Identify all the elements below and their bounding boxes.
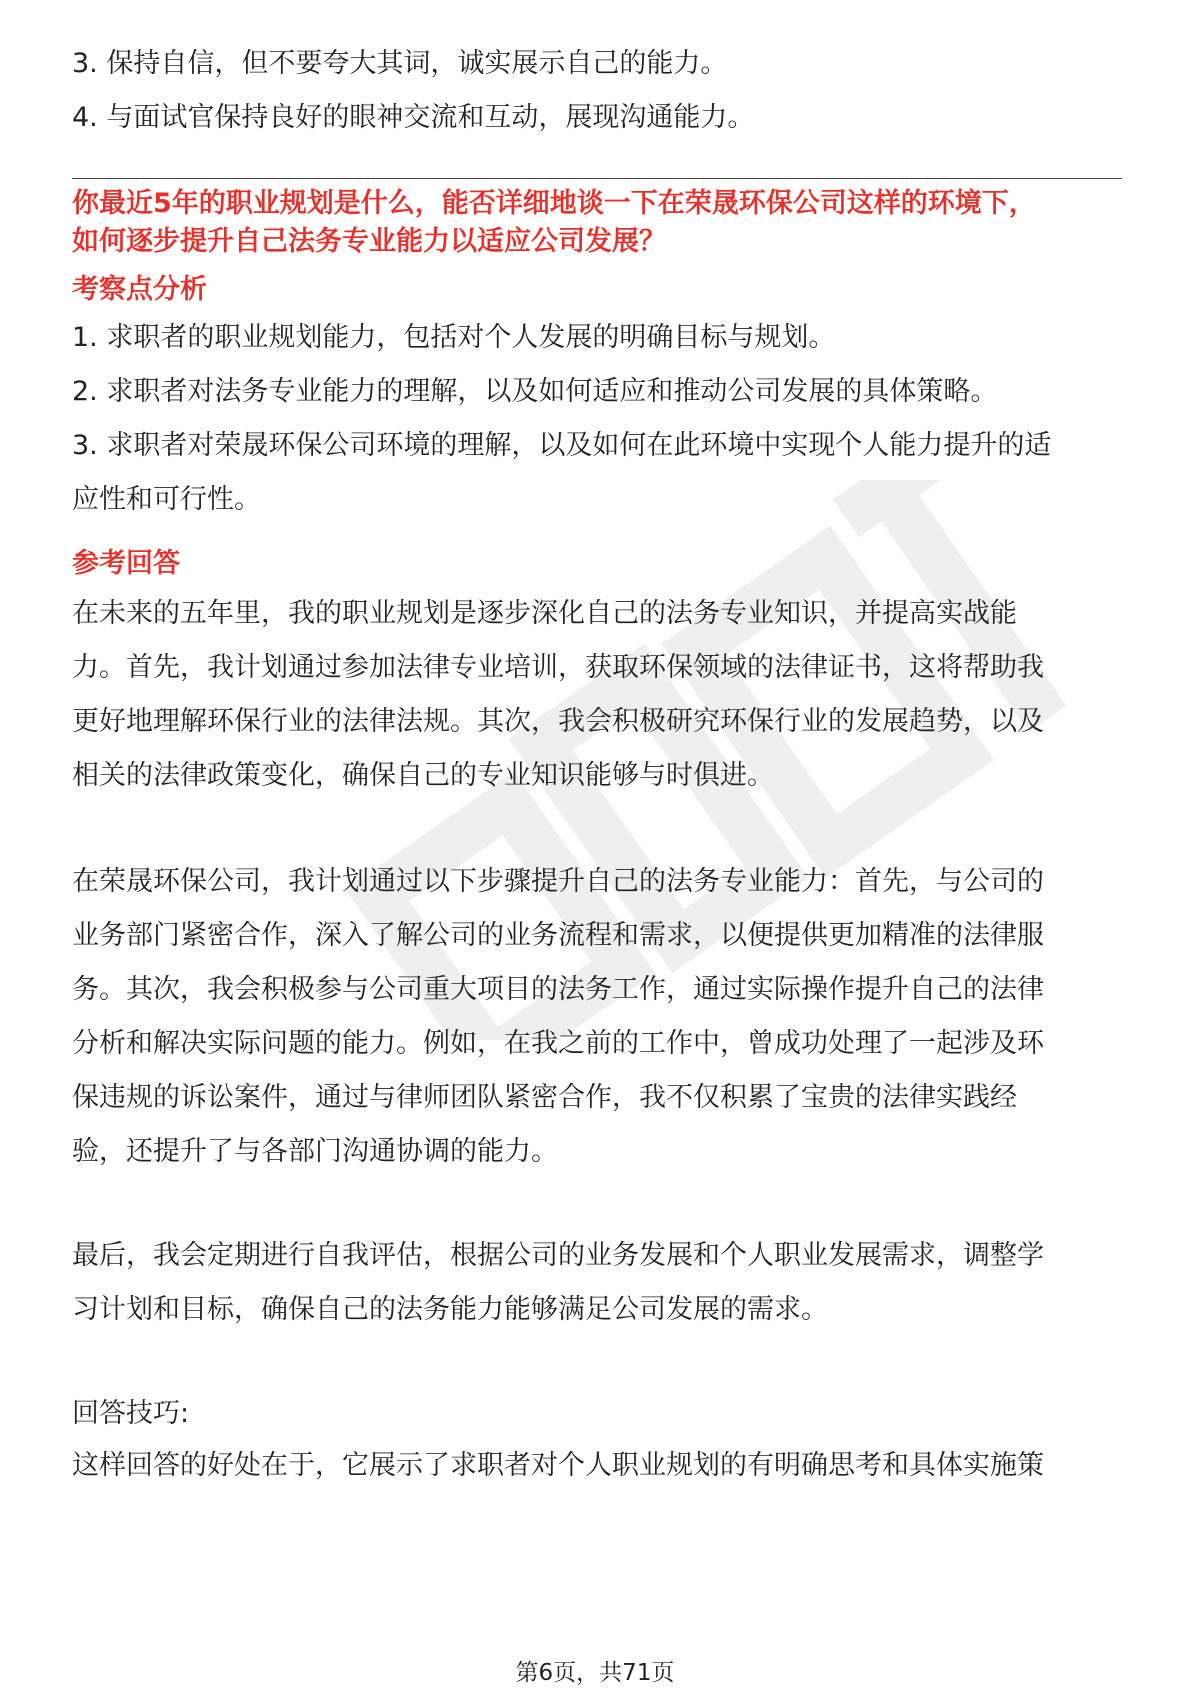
analysis-item-1: 1. 求职者的职业规划能力，包括对个人发展的明确目标与规划。 [72,322,836,353]
analysis-item-2: 2. 求职者对法务专业能力的理解，以及如何适应和推动公司发展的具体策略。 [72,376,998,407]
answer-para3-line: 最后，我会定期进行自我评估，根据公司的业务发展和个人职业发展需求，调整学 [72,1240,1044,1271]
prev-tip-3: 3. 保持自信，但不要夸大其词，诚实展示自己的能力。 [72,48,728,79]
answer-para2-line: 在荣晟环保公司，我计划通过以下步骤提升自己的法务专业能力：首先，与公司的 [72,866,1044,897]
question-line-1: 你最近5年的职业规划是什么，能否详细地谈一下在荣晟环保公司这样的环境下， [72,188,1036,219]
answer-para2-line: 验，还提升了与各部门沟通协调的能力。 [72,1136,558,1167]
answer-para1-line: 更好地理解环保行业的法律法规。其次，我会积极研究环保行业的发展趋势，以及 [72,706,1044,737]
answer-para3-line: 习计划和目标，确保自己的法务能力能够满足公司发展的需求。 [72,1294,828,1325]
tips-heading: 回答技巧: [72,1398,190,1429]
answer-para2-line: 务。其次，我会积极参与公司重大项目的法务工作，通过实际操作提升自己的法律 [72,974,1044,1005]
analysis-heading: 考察点分析 [72,274,207,305]
analysis-item-3-cont: 应性和可行性。 [72,484,261,515]
answer-para1-line: 在未来的五年里，我的职业规划是逐步深化自己的法务专业知识，并提高实战能 [72,598,1017,629]
question-line-2: 如何逐步提升自己法务专业能力以适应公司发展？ [72,226,666,257]
answer-heading: 参考回答 [72,548,180,579]
section-divider [72,178,1122,179]
tips-line-1: 这样回答的好处在于，它展示了求职者对个人职业规划的有明确思考和具体实施策 [72,1450,1044,1481]
answer-para2-line: 业务部门紧密合作，深入了解公司的业务流程和需求，以便提供更加精准的法律服 [72,920,1044,951]
page-number-footer: 第6页，共71页 [515,1660,675,1686]
answer-para2-line: 分析和解决实际问题的能力。例如，在我之前的工作中，曾成功处理了一起涉及环 [72,1028,1044,1059]
answer-para1-line: 力。首先，我计划通过参加法律专业培训，获取环保领域的法律证书，这将帮助我 [72,652,1044,683]
analysis-item-3: 3. 求职者对荣晟环保公司环境的理解，以及如何在此环境中实现个人能力提升的适 [72,430,1052,461]
answer-para1-line: 相关的法律政策变化，确保自己的专业知识能够与时俱进。 [72,760,774,791]
answer-para2-line: 保违规的诉讼案件，通过与律师团队紧密合作，我不仅积累了宝贵的法律实践经 [72,1082,1017,1113]
document-page [72,0,1122,1684]
prev-tip-4: 4. 与面试官保持良好的眼神交流和互动，展现沟通能力。 [72,102,755,133]
